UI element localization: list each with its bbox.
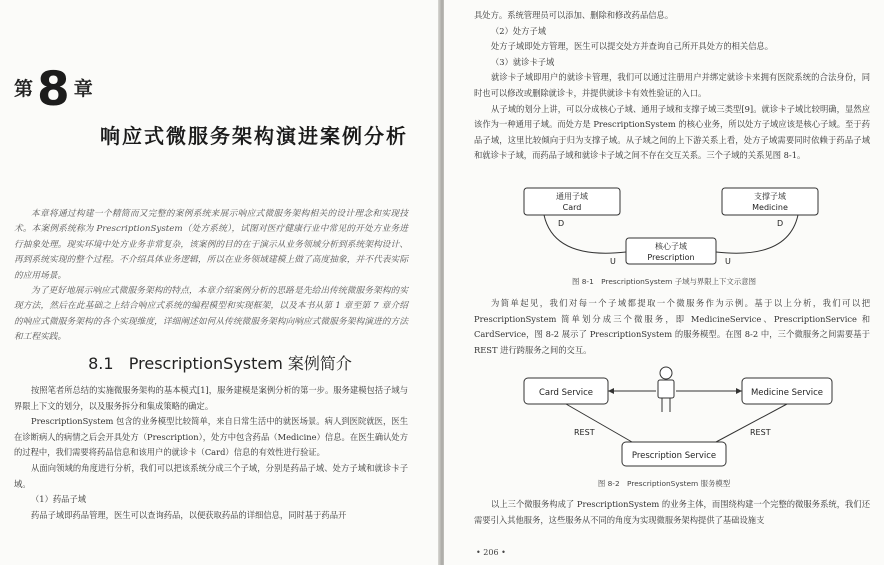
right-body-top [474, 8, 870, 164]
medicine-service-label: Medicine Service [750, 388, 824, 398]
body-paragraph: 药品子域即药品管理，医生可以查询药品，以便获取药品的详细信息，同时基于药品开 [31, 509, 347, 520]
rest-label-left: REST [574, 428, 595, 437]
body-paragraph: 从面向领域的角度进行分析，我们可以把该系统分成三个子域，分别是药品子域、处方子域和就诊卡子域。 [14, 462, 408, 489]
chapter-prefix: 第 [14, 78, 34, 100]
right-body-mid [474, 296, 870, 358]
chapter-suffix: 章 [73, 78, 93, 100]
subdomain-medicine-name: Medicine [752, 203, 788, 212]
body-paragraph: 为简单起见，我们对每一个子域都提取一个微服务作为示例。基于以上分析，我们可以把 PrescriptionSystem 简单划分成三个微服务，即 MedicineService、PrescriptionService 和 CardService，图 8-2 展示了 PrescriptionSystem 的服务模型。在图 8-2 中，三个微服务之间需要基于 REST 进行跨服务之间的交互。 [474, 298, 870, 355]
label-d-left: D [558, 219, 565, 228]
relation-medicine-prescription [716, 215, 798, 253]
body-paragraph: 以上三个微服务构成了 PrescriptionSystem 的业务主体，而围绕构建一个完整的微服务系统，我们还需要引入其他服务，这些服务从不同的角度为实现微服务架构提供了基础设施支 [474, 499, 870, 525]
right-page [444, 0, 884, 565]
chapter-title: 响应式微服务架构演进案例分析 [100, 124, 408, 148]
body-paragraph: PrescriptionSystem 包含的业务模型比较简单，来自日常生活中的就医场景。病人到医院就医，医生在诊断病人的病情之后会开具处方（Prescription），处方中包含药品（Medicine）信息。在医生确认处方的过程中，我们需要将药品信息和该用户的就诊卡（Card）信息的有效性进行验证。 [14, 416, 408, 458]
subdomain-card-type: 通用子域 [556, 192, 588, 201]
relation-card-prescription [544, 215, 626, 253]
figure-8-2-caption: 图 8-2 PrescriptionSystem 服务模型 [597, 479, 731, 488]
section-number: 8.1 [88, 354, 114, 373]
page-number: • 206 • [476, 548, 506, 557]
left-page [0, 0, 440, 565]
label-u-right: U [725, 257, 731, 266]
subheading-prescription: （2）处方子域 [491, 25, 547, 36]
rest-label-right: REST [750, 428, 771, 437]
arrowhead-left [608, 388, 614, 394]
body-paragraph: 就诊卡子域即用户的就诊卡管理，我们可以通过注册用户并绑定就诊卡来拥有医院系统的合法身份，同时也可以修改或删除就诊卡，并提供就诊卡有效性验证的入口。 [474, 72, 870, 98]
intro-paragraph: 本章将通过构建一个精简而又完整的案例系统来展示响应式微服务架构相关的设计理念和实现技术。本案例系统称为 PrescriptionSystem（处方系统），试图对医疗健康行业中常见的开处方业务进行抽象处理。现实环境中处方业务非常复杂，该案例的目的在于演示从业务领域分析到系统架构设计、再到系统实现的整个过程。不介绍具体业务逻辑，所以在业务领域建模上做了高度抽象，并不代表实际的应用场景。 [14, 209, 408, 281]
chapter-intro [14, 207, 408, 346]
subheading-card: （3）就诊卡子域 [491, 56, 555, 67]
subdomain-prescription-type: 核心子域 [655, 242, 687, 251]
prescription-service-label: Prescription Service [631, 451, 717, 461]
chapter-number: 8 [37, 62, 70, 117]
label-d-right: D [777, 219, 784, 228]
label-u-left: U [610, 257, 616, 266]
figure-8-2 [444, 364, 884, 474]
section-heading [0, 351, 440, 374]
intro-paragraph: 为了更好地展示响应式微服务架构的特点，本章介绍案例分析的思路是先给出传统微服务架构的实现方法，然后在此基础之上结合响应式系统的编程模型和实现框架，以及本书从第 1 章至第 7 章介绍的响应式微服务架构的各个实现维度，详细阐述如何从传统微服务架构向响应式微服务架构演进的方法和工程实践。 [14, 286, 408, 343]
card-service-label: Card Service [538, 388, 594, 398]
body-paragraph: 处方子域即处方管理，医生可以提交处方并查询自己所开具处方的相关信息。 [491, 41, 774, 52]
subheading-medicine: （1）药品子域 [31, 494, 87, 505]
body-paragraph: 按照笔者所总结的实施微服务架构的基本模式[1]，服务建模是案例分析的第一步。服务建模包括子域与界限上下文的划分，以及服务拆分和集成策略的确定。 [14, 385, 408, 411]
body-paragraph: 具处方。系统管理员可以添加、删除和修改药品信息。 [474, 10, 674, 20]
subdomain-prescription-name: Prescription [647, 253, 695, 262]
chapter-heading [14, 62, 93, 117]
section-title: PrescriptionSystem 案例简介 [128, 354, 352, 373]
right-body-bottom [474, 497, 870, 528]
section-body [14, 383, 408, 523]
subdomain-card-name: Card [562, 203, 582, 212]
arrowhead-right [736, 388, 742, 394]
figure-8-1 [444, 182, 884, 272]
subdomain-medicine-type: 支撑子域 [754, 192, 786, 201]
figure-8-1-caption: 图 8-1 PrescriptionSystem 子域与界限上下文示意图 [571, 277, 756, 286]
body-paragraph: 从子域的划分上讲，可以分成核心子域、通用子域和支撑子域三类型[9]。就诊卡子域比较明确，显然应该作为一种通用子域。而处方是 PrescriptionSystem 的核心业务，所以处方子域应该是核心子域。至于药品子域，这里比较倾向于归为支撑子域。从子域之间的上下游关系上看，处方子域需要同时依赖于药品子域和就诊卡子域，而药品子域和就诊卡子域之间不存在交互关系。三个子域的关系见图 8-1。 [474, 103, 870, 161]
user-figure-icon [658, 367, 674, 412]
